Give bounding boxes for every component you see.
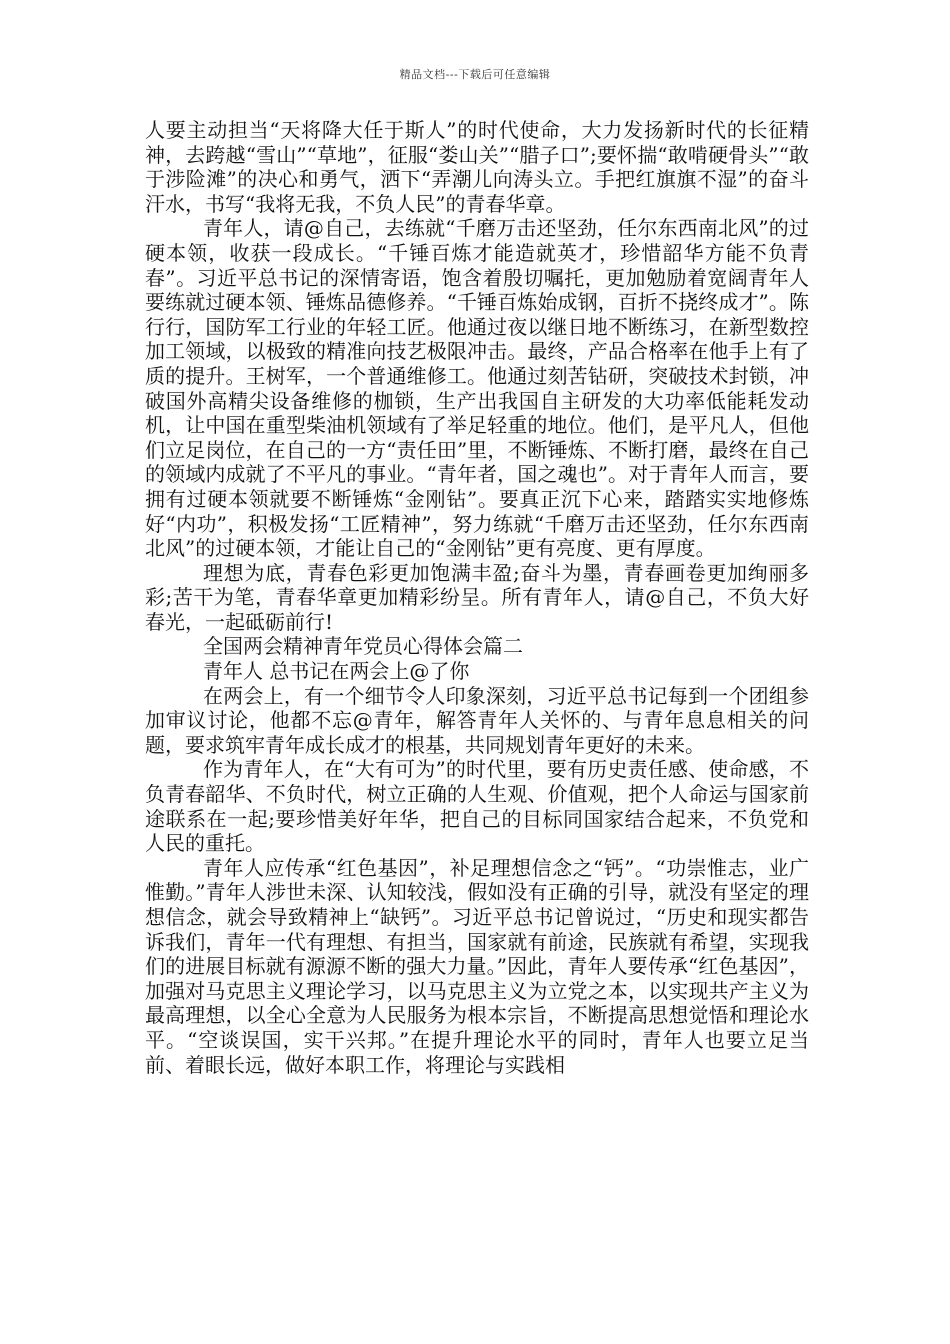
- body-paragraph: 作为青年人，在“大有可为”的时代里，要有历史责任感、使命感，不负青春韶华、不负时代，树立正确的人生观、价值观，把个人命运与国家前途联系在一起;要珍惜美好年华，把自己的目标同国家结合起来，不负党和人民的重托。: [145, 757, 809, 856]
- page-header: 精品文档---下载后可任意编辑: [399, 68, 551, 81]
- document-body: [145, 118, 809, 1077]
- body-paragraph: 人要主动担当“天将降大任于斯人”的时代使命，大力发扬新时代的长征精神，去跨越“雪山”“草地”，征服“娄山关”“腊子口”;要怀揣“敢啃硬骨头”“敢于涉险滩”的决心和勇气，洒下“弄潮儿向涛头立。手把红旗旗不湿”的奋斗汗水，书写“我将无我，不负人民”的青春华章。: [145, 118, 809, 216]
- body-paragraph: 在两会上，有一个细节令人印象深刻，习近平总书记每到一个团组参加审议讨论，他都不忘@青年，解答青年人关怀的、与青年息息相关的问题，要求筑牢青年成长成才的根基，共同规划青年更好的未来。: [145, 683, 809, 757]
- body-paragraph: 青年人应传承“红色基因”，补足理想信念之“钙”。“功崇惟志，业广惟勤。”青年人涉世未深、认知较浅，假如没有正确的引导，就没有坚定的理想信念，就会导致精神上“缺钙”。习近平总书记曾说过，“历史和现实都告诉我们，青年一代有理想、有担当，国家就有前途，民族就有希望，实现我们的进展目标就有源源不断的强大力量。”因此，青年人要传承“红色基因”，加强对马克思主义理论学习，以马克思主义为立党之本，以实现共产主义为最高理想，以全心全意为人民服务为根本宗旨，不断提高思想觉悟和理论水平。“空谈误国，实干兴邦。”在提升理论水平的同时，青年人也要立足当前、着眼长远，做好本职工作，将理论与实践相: [145, 855, 809, 1077]
- body-paragraph: 理想为底，青春色彩更加饱满丰盈;奋斗为墨，青春画卷更加绚丽多彩;苦干为笔，青春华章更加精彩纷呈。所有青年人，请@自己，不负大好春光，一起砥砺前行!: [145, 560, 809, 634]
- section-title: 全国两会精神青年党员心得体会篇二: [203, 634, 523, 659]
- section-subtitle: 青年人 总书记在两会上@了你: [203, 659, 470, 684]
- body-paragraph: 青年人，请@自己，去练就“千磨万击还坚劲，任尔东西南北风”的过硬本领，收获一段成长。“千锤百炼才能造就英才，珍惜韶华方能不负青春”。习近平总书记的深情寄语，饱含着殷切嘱托，更加勉励着宽阔青年人要练就过硬本领、锤炼品德修养。“千锤百炼始成钢，百折不挠终成才”。陈行行，国防军工行业的年轻工匠。他通过夜以继日地不断练习，在新型数控加工领域，以极致的精准向技艺极限冲击。最终，产品合格率在他手上有了质的提升。王树军，一个普通维修工。他通过刻苦钻研，突破技术封锁，冲破国外高精尖设备维修的枷锁，生产出我国自主研发的大功率低能耗发动机，让中国在重型柴油机领域有了举足轻重的地位。他们，是平凡人，但他们立足岗位，在自己的一方“责任田”里，不断锤炼、不断打磨，最终在自己的领域内成就了不平凡的事业。“青年者，国之魂也”。对于青年人而言，要拥有过硬本领就要不断锤炼“金刚钻”。要真正沉下心来，踏踏实实地修炼好“内功”，积极发扬“工匠精神”，努力练就“千磨万击还坚劲，任尔东西南北风”的过硬本领，才能让自己的“金刚钻”更有亮度、更有厚度。: [145, 216, 809, 561]
